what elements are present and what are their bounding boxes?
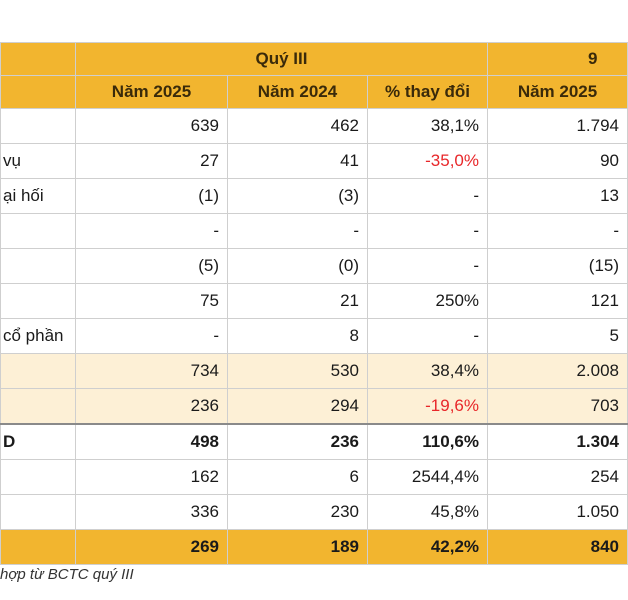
cell-m9: 2.008 — [488, 354, 628, 389]
financial-results-table — [0, 42, 628, 565]
cell-lbl — [1, 530, 76, 565]
cell-v2025: 27 — [76, 144, 228, 179]
cell-v2025: 269 — [76, 530, 228, 565]
cell-lbl — [1, 389, 76, 425]
cell-m9: (15) — [488, 249, 628, 284]
cell-m9: 121 — [488, 284, 628, 319]
header-col-2024: Năm 2024 — [228, 76, 368, 109]
table-row — [1, 530, 628, 565]
cell-lbl: ại hối — [1, 179, 76, 214]
cell-lbl — [1, 214, 76, 249]
table-row — [1, 109, 628, 144]
cell-lbl: cổ phần — [1, 319, 76, 354]
cell-m9: 13 — [488, 179, 628, 214]
cell-change: - — [368, 214, 488, 249]
cell-change: - — [368, 319, 488, 354]
table-row — [1, 284, 628, 319]
cell-v2024: 462 — [228, 109, 368, 144]
header-label-cell — [1, 76, 76, 109]
header-col-2025: Năm 2025 — [76, 76, 228, 109]
cell-v2024: 41 — [228, 144, 368, 179]
cell-v2025: - — [76, 214, 228, 249]
cell-v2025: (5) — [76, 249, 228, 284]
table-row — [1, 249, 628, 284]
header-corner-cell — [1, 43, 76, 76]
table-row — [1, 389, 628, 425]
source-note: hợp từ BCTC quý III — [0, 566, 134, 583]
cell-v2024: 8 — [228, 319, 368, 354]
table-row — [1, 144, 628, 179]
cell-v2024: (3) — [228, 179, 368, 214]
header-column-row — [1, 76, 628, 109]
cell-change: 38,1% — [368, 109, 488, 144]
cell-m9: 90 — [488, 144, 628, 179]
cell-change: 42,2% — [368, 530, 488, 565]
cell-change: 250% — [368, 284, 488, 319]
cell-m9: 254 — [488, 460, 628, 495]
cell-v2025: - — [76, 319, 228, 354]
cell-lbl — [1, 284, 76, 319]
cell-v2024: 21 — [228, 284, 368, 319]
cell-lbl — [1, 109, 76, 144]
cell-v2025: 75 — [76, 284, 228, 319]
table-row — [1, 319, 628, 354]
table-row — [1, 214, 628, 249]
cell-m9: 1.050 — [488, 495, 628, 530]
cell-v2024: 294 — [228, 389, 368, 425]
header-col-9m-2025: Năm 2025 — [488, 76, 628, 109]
cell-lbl: vụ — [1, 144, 76, 179]
cell-m9: 1.304 — [488, 424, 628, 460]
cell-v2024: 189 — [228, 530, 368, 565]
cell-v2025: 336 — [76, 495, 228, 530]
cell-change: 2544,4% — [368, 460, 488, 495]
cell-m9: 840 — [488, 530, 628, 565]
cell-lbl: D — [1, 424, 76, 460]
cell-v2025: 734 — [76, 354, 228, 389]
cell-v2025: 236 — [76, 389, 228, 425]
cell-lbl — [1, 460, 76, 495]
cell-v2025: 639 — [76, 109, 228, 144]
cell-v2024: 6 — [228, 460, 368, 495]
cell-change: -19,6% — [368, 389, 488, 425]
table-row — [1, 354, 628, 389]
cell-v2025: (1) — [76, 179, 228, 214]
cell-change: 110,6% — [368, 424, 488, 460]
cell-lbl — [1, 354, 76, 389]
cell-v2024: 230 — [228, 495, 368, 530]
cell-m9: - — [488, 214, 628, 249]
header-group-row — [1, 43, 628, 76]
cell-change: -35,0% — [368, 144, 488, 179]
cell-v2024: 236 — [228, 424, 368, 460]
cell-v2025: 162 — [76, 460, 228, 495]
cell-m9: 5 — [488, 319, 628, 354]
cell-v2024: (0) — [228, 249, 368, 284]
header-9m-group: 9 — [488, 43, 628, 76]
cell-change: 45,8% — [368, 495, 488, 530]
cell-m9: 703 — [488, 389, 628, 425]
cell-change: - — [368, 179, 488, 214]
cell-lbl — [1, 495, 76, 530]
cell-change: 38,4% — [368, 354, 488, 389]
table-row — [1, 495, 628, 530]
header-col-change: % thay đổi — [368, 76, 488, 109]
table-row — [1, 179, 628, 214]
cell-v2025: 498 — [76, 424, 228, 460]
cell-change: - — [368, 249, 488, 284]
table-row — [1, 460, 628, 495]
header-quarter-group: Quý III — [76, 43, 488, 76]
cell-lbl — [1, 249, 76, 284]
table-row — [1, 424, 628, 460]
cell-v2024: 530 — [228, 354, 368, 389]
cell-m9: 1.794 — [488, 109, 628, 144]
cell-v2024: - — [228, 214, 368, 249]
